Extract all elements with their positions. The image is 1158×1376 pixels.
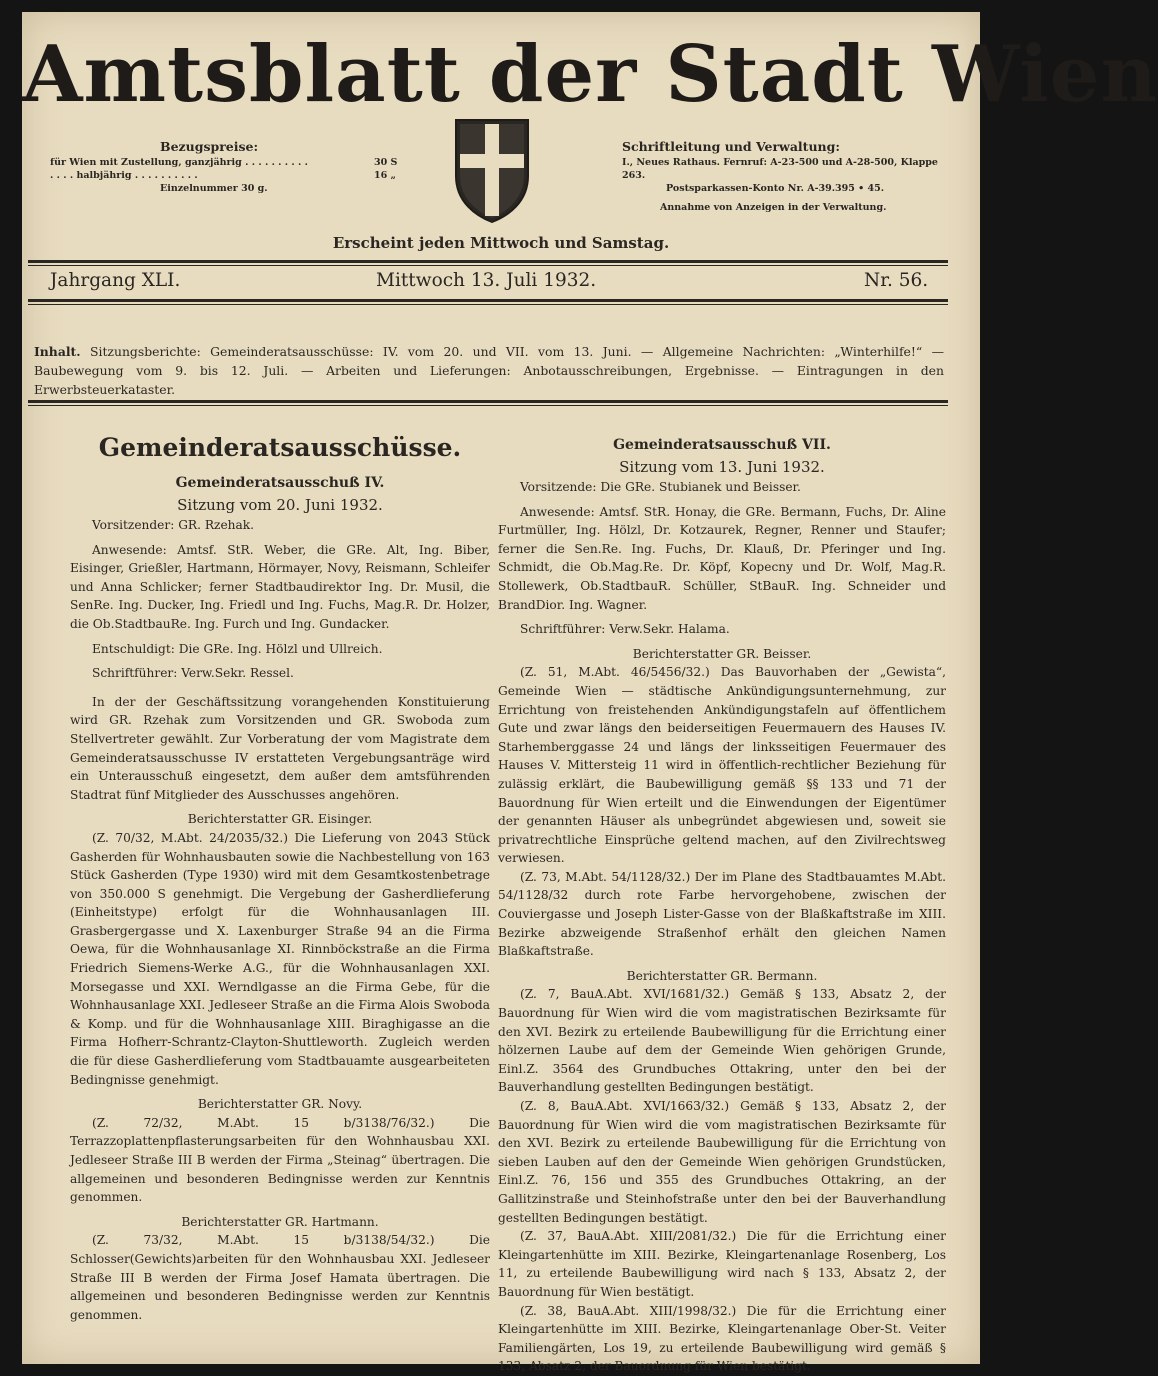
reporter-heading: Berichterstatter GR. Novy. bbox=[197, 1097, 363, 1112]
item-paragraph: (Z. 73, M.Abt. 54/1128/32.) Der im Plane des Stadtbauamtes M.Abt. 54/1128/32 durch rote Farbe hervorgehobene, zwischen der Couviergasse und Joseph Lister-Gasse von der Blaßkaftstraße im XIII. Bezirke abzweigende Straßenhof erhält den gleichen Namen Blaßkaftstraße. bbox=[498, 869, 946, 959]
price-halfyear-label: . . . . halbjährig . . . . . . . . . . bbox=[50, 170, 198, 181]
right-column bbox=[498, 430, 946, 1376]
item-paragraph: (Z. 72/32, M.Abt. 15 b/3138/76/32.) Die Terrazzoplattenpflasterungsarbeiten für den Wohnhausbau XXI. Jedleseer Straße III B werden der Firma „Steinag“ übertragen. Die allgemeinen und besonderen Bedingnisse werden zur Kenntnis genommen. bbox=[70, 1115, 490, 1205]
editorial-office bbox=[622, 138, 962, 214]
price-row-halfyear bbox=[50, 169, 410, 182]
item-paragraph: (Z. 7, BauA.Abt. XVI/1681/32.) Gemäß § 133, Absatz 2, der Bauordnung für Wien wird die vom magistratischen Bezirksamte für den XVI. Bezirk zu erteilende Baubewilligung für die Errichtung einer hölzernen Laube auf dem der Gemeinde Wien gehörigen Grunde, Einl.Z. 3564 des Grundbuches Ottakring, unter den bei der Bauverhandlung gestellten Bedingungen bestätigt. bbox=[498, 987, 946, 1095]
left-column bbox=[70, 430, 490, 1324]
item-paragraph: (Z. 38, BauA.Abt. XIII/1998/32.) Die für die Errichtung einer Kleingartenhütte im XIII. Bezirke, Kleingartenanlage Ober-St. Veiter Familiengärten, Los 19, zu erteilende Baubewilligung wird gemäß § 133, Absatz 2, der Bauordnung für Wien bestätigt. bbox=[498, 1303, 946, 1374]
issue-date: Mittwoch 13. Juli 1932. bbox=[376, 270, 597, 291]
issue-number: Nr. 56. bbox=[864, 270, 929, 291]
editorial-account: Postsparkassen-Konto Nr. A-39.395 • 45. bbox=[666, 183, 885, 194]
publication-schedule: Erscheint jeden Mittwoch und Samstag. bbox=[332, 234, 670, 252]
session-heading: Sitzung vom 13. Juni 1932. bbox=[619, 458, 825, 476]
item-paragraph: (Z. 73/32, M.Abt. 15 b/3138/54/32.) Die Schlosser(Gewichts)arbeiten für den Wohnhausbau XXI. Jedleseer Straße III B werden der Firma Josef Hamata übertragen. Die allgemeinen und besonderen Bedingnisse werden zur Kenntnis genommen. bbox=[70, 1233, 490, 1322]
price-yearly-value: 30 S bbox=[374, 157, 398, 168]
divider bbox=[28, 260, 948, 263]
price-row-single bbox=[50, 182, 410, 195]
section-heading: Gemeinderatsausschüsse. bbox=[98, 433, 462, 462]
table-of-contents bbox=[34, 342, 944, 399]
editorial-address: I., Neues Rathaus. Fernruf: A-23-500 und A-28-500, Klappe 263. bbox=[622, 157, 938, 181]
session-heading: Sitzung vom 20. Juni 1932. bbox=[177, 496, 383, 514]
attendees-paragraph: Anwesende: Amtsf. StR. Honay, die GRe. Bermann, Fuchs, Dr. Aline Furtmüller, Ing. Hölzl, Dr. Kotzaurek, Regner, Renner und Staufer; ferner die Sen.Re. Ing. Fuchs, Dr. Klauß, Dr. Pferinger und Ing. Schmidt, die Ob.Mag.Re. Dr. Köpf, Kopecny und Dr. Wolf, Mag.R. Stollewerk, Ob.StadtbauR. Schüller, StBauR. Ing. Schneider und BrandDior. Ing. Wagner. bbox=[498, 504, 946, 612]
divider bbox=[28, 405, 948, 406]
item-paragraph: (Z. 37, BauA.Abt. XIII/2081/32.) Die für die Errichtung einer Kleingartenhütte im XIII. Bezirke, Kleingartenanlage Rosenberg, Los 11, zu erteilende Baubewilligung wird nach § 133, Absatz 2, der Bauordnung für Wien bestätigt. bbox=[498, 1229, 946, 1299]
intro-paragraph: In der der Geschäftssitzung vorangehenden Konstituierung wird GR. Rzehak zum Vorsitzenden und GR. Swoboda zum Stellvertreter gewählt. Zur Vorberatung der vom Magistrate dem Gemeinderatsausschusse IV erstatteten Vergebungsanträge wird ein Unterausschuß eingesetzt, dem außer dem amtsführenden Stadtrat fünf Mitglieder des Ausschusses angehören. bbox=[70, 694, 490, 802]
reporter-heading: Berichterstatter GR. Bermann. bbox=[626, 968, 818, 983]
secretary-line: Schriftführer: Verw.Sekr. Halama. bbox=[520, 622, 730, 637]
committee-heading: Gemeinderatsausschuß VII. bbox=[613, 437, 831, 453]
price-single-issue: Einzelnummer 30 g. bbox=[160, 183, 268, 194]
divider bbox=[28, 265, 948, 266]
vienna-coat-of-arms-icon bbox=[454, 118, 530, 224]
chair-line: Vorsitzende: Die GRe. Stubianek und Beisser. bbox=[520, 480, 801, 494]
subscription-heading: Bezugspreise: bbox=[160, 139, 259, 154]
issue-year: Jahrgang XLI. bbox=[50, 270, 181, 291]
item-paragraph: (Z. 70/32, M.Abt. 24/2035/32.) Die Lieferung von 2043 Stück Gasherden für Wohnhausbauten sowie die Nachbestellung von 163 Stück Gasherden (Type 1930) wird mit dem Gesamtkostenbetrage von 350.000 S genehmigt. Die Vergebung der Gasherdlieferung (Einheitstype) erfolgt für die Wohnhausanlagen III. Grasbergergasse und X. Laxenburger Straße 94 an die Firma Oewa, für die Wohnhausanlage XI. Rinnböckstraße an die Firma Friedrich Siemens-Werke A.G., für die Wohnhausanlagen XXI. Morsegasse und XXI. Werndlgasse an die Firma Gebe, für die Wohnhausanlage XXI. Jedleseer Straße an die Firma Alois Swoboda & Komp. und für die Wohnhausanlage XIII. Biraghigasse an die Firma Hofherr-Schrantz-Clayton-Shuttleworth. Zugleich werden die für diese Gasherdlieferung vom Stadtbauamte ausgearbeiteten Bedingnisse genehmigt. bbox=[70, 830, 490, 1087]
item-paragraph: (Z. 8, BauA.Abt. XVI/1663/32.) Gemäß § 133, Absatz 2, der Bauordnung für Wien wird die vom magistratischen Bezirksamte für den XVI. Bezirk zu erteilende Baubewilligung für die Errichtung von sieben Lauben auf den der Gemeinde Wien gehörigen Grundstücken, Einl.Z. 76, 156 und 355 des Grundbuches Ottakring, an der Gallitzinstraße und Steinhofstraße unter den bei der Bauverhandlung gestellten Bedingungen bestätigt. bbox=[498, 1099, 946, 1225]
reporter-heading: Berichterstatter GR. Eisinger. bbox=[187, 812, 373, 827]
chair-line: Vorsitzender: GR. Rzehak. bbox=[92, 518, 255, 532]
excused-line: Entschuldigt: Die GRe. Ing. Hölzl und Ullreich. bbox=[92, 641, 383, 656]
reporter-heading: Berichterstatter GR. Beisser. bbox=[632, 646, 812, 661]
price-yearly-label: für Wien mit Zustellung, ganzjährig . . . . . . . . . . bbox=[50, 157, 308, 168]
price-row-yearly bbox=[50, 156, 410, 169]
editorial-ads: Annahme von Anzeigen in der Verwaltung. bbox=[660, 202, 887, 213]
secretary-line: Schriftführer: Verw.Sekr. Ressel. bbox=[92, 666, 294, 681]
divider bbox=[28, 304, 948, 305]
divider bbox=[28, 299, 948, 302]
editorial-heading: Schriftleitung und Verwaltung: bbox=[622, 139, 840, 154]
subscription-prices bbox=[50, 138, 410, 195]
item-paragraph: (Z. 51, M.Abt. 46/5456/32.) Das Bauvorhaben der „Gewista“, Gemeinde Wien — städtische Ankündigungsunternehmung, zur Errichtung von freistehenden Ankündigungstafeln auf öffentlichem Gute und zwar längs den beiderseitigen Feuermauern des Hauses IV. Starhemberggasse 24 und längs der linksseitigen Feuermauer des Hauses V. Mittersteig 11 wird in öffentlich-rechtlicher Beziehung für zulässig erklärt, die Baubewilligung gemäß §§ 133 und 71 der Bauordnung für Wien erteilt und die Einwendungen der Eigentümer der genannten Häuser als unbegründet abgewiesen und, soweit sie privatrechtliche Einsprüche geltend machen, auf den Zivilrechtsweg verwiesen. bbox=[498, 665, 946, 866]
toc-label: Inhalt. bbox=[34, 344, 81, 359]
reporter-heading: Berichterstatter GR. Hartmann. bbox=[181, 1214, 379, 1229]
masthead-title: Amtsblatt der Stadt Wien bbox=[22, 29, 1158, 120]
price-halfyear-value: 16 „ bbox=[374, 170, 396, 181]
committee-heading: Gemeinderatsausschuß IV. bbox=[175, 475, 385, 491]
divider bbox=[28, 400, 948, 403]
attendees-paragraph: Anwesende: Amtsf. StR. Weber, die GRe. Alt, Ing. Biber, Eisinger, Grießler, Hartmann, Hörmayer, Novy, Reismann, Schleifer und Anna Schlicker; ferner Stadtbaudirektor Ing. Dr. Musil, die SenRe. Ing. Ducker, Ing. Friedl und Ing. Fuchs, Mag.R. Dr. Holzer, die Ob.StadtbauRe. Ing. Furch und Ing. Gundacker. bbox=[70, 542, 490, 631]
newspaper-page bbox=[22, 12, 1158, 1374]
toc-text: Sitzungsberichte: Gemeinderatsausschüsse: IV. vom 20. und VII. vom 13. Juni. — Allgemeine Nachrichten: „Winterhilfe!“ — Baubewegung vom 9. bis 12. Juli. — Arbeiten und Lieferungen: Anbotausschreibungen, Ergebnisse. — Eintragungen in den Erwerbsteuerkataster. bbox=[34, 344, 944, 397]
